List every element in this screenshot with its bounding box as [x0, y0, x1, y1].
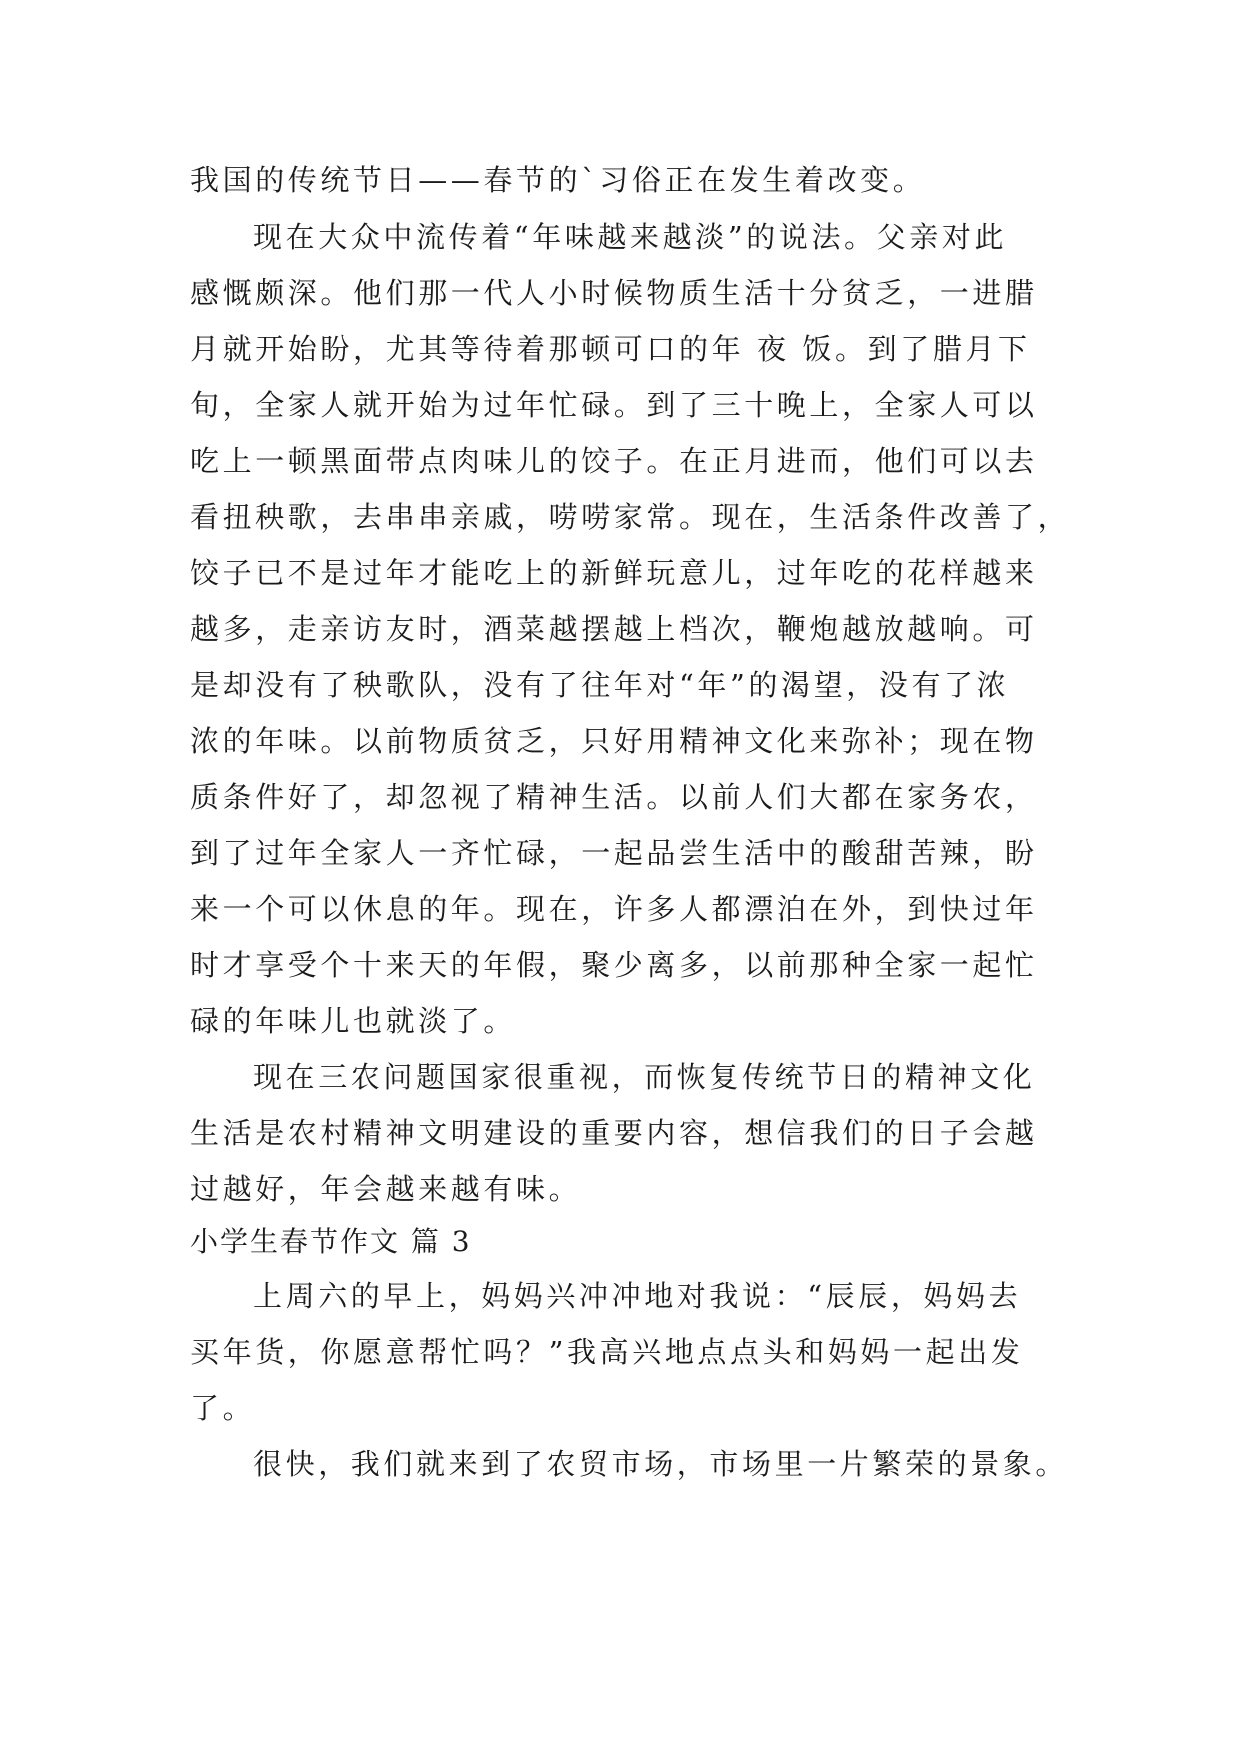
text-line: 碌的年味儿也就淡了。: [190, 1004, 517, 1038]
text-line: 感慨颇深。他们那一代人小时候物质生活十分贫乏，一进腊: [190, 276, 1038, 310]
section-heading: 小学生春节作文 篇 3: [190, 1225, 472, 1258]
text-line: 饺子已不是过年才能吃上的新鲜玩意儿，过年吃的花样越来: [190, 556, 1038, 590]
text-line: 看扭秧歌，去串串亲戚，唠唠家常。现在，生活条件改善了，: [190, 500, 1071, 534]
text-line: 时才享受个十来天的年假，聚少离多，以前那种全家一起忙: [190, 948, 1038, 982]
paragraph-start-line: 很快，我们就来到了农贸市场，市场里一片繁荣的景象。: [253, 1447, 1069, 1481]
text-line: 越多，走亲访友时，酒菜越摆越上档次，鞭炮越放越响。可: [190, 612, 1038, 646]
text-line: 来一个可以休息的年。现在，许多人都漂泊在外，到快过年: [190, 892, 1038, 926]
paragraph-start-line: 上周六的早上，妈妈兴冲冲地对我说：“辰辰，妈妈去: [253, 1279, 1022, 1313]
text-line: 我国的传统节日——春节的`习俗正在发生着改变。: [190, 163, 926, 197]
text-line: 月就开始盼，尤其等待着那顿可口的年 夜 饭。到了腊月下: [190, 332, 1031, 366]
text-line: 了。: [190, 1391, 256, 1425]
text-line: 到了过年全家人一齐忙碌，一起品尝生活中的酸甜苦辣，盼: [190, 836, 1038, 870]
text-line: 浓的年味。以前物质贫乏，只好用精神文化来弥补；现在物: [190, 724, 1038, 758]
paragraph-start-line: 现在大众中流传着“年味越来越淡”的说法。父亲对此: [253, 220, 1008, 254]
text-line: 是却没有了秧歌队，没有了往年对“年”的渴望，没有了浓: [190, 668, 1010, 702]
text-line: 旬，全家人就开始为过年忙碌。到了三十晚上，全家人可以: [190, 388, 1038, 422]
text-line: 过越好，年会越来越有味。: [190, 1172, 582, 1206]
text-line: 质条件好了，却忽视了精神生活。以前人们大都在家务农，: [190, 780, 1038, 814]
text-line: 吃上一顿黑面带点肉味儿的饺子。在正月进而，他们可以去: [190, 444, 1038, 478]
paragraph-start-line: 现在三农问题国家很重视，而恢复传统节日的精神文化: [253, 1060, 1036, 1094]
text-line: 买年货，你愿意帮忙吗？”我高兴地点点头和妈妈一起出发: [190, 1335, 1024, 1369]
text-line: 生活是农村精神文明建设的重要内容，想信我们的日子会越: [190, 1116, 1038, 1150]
